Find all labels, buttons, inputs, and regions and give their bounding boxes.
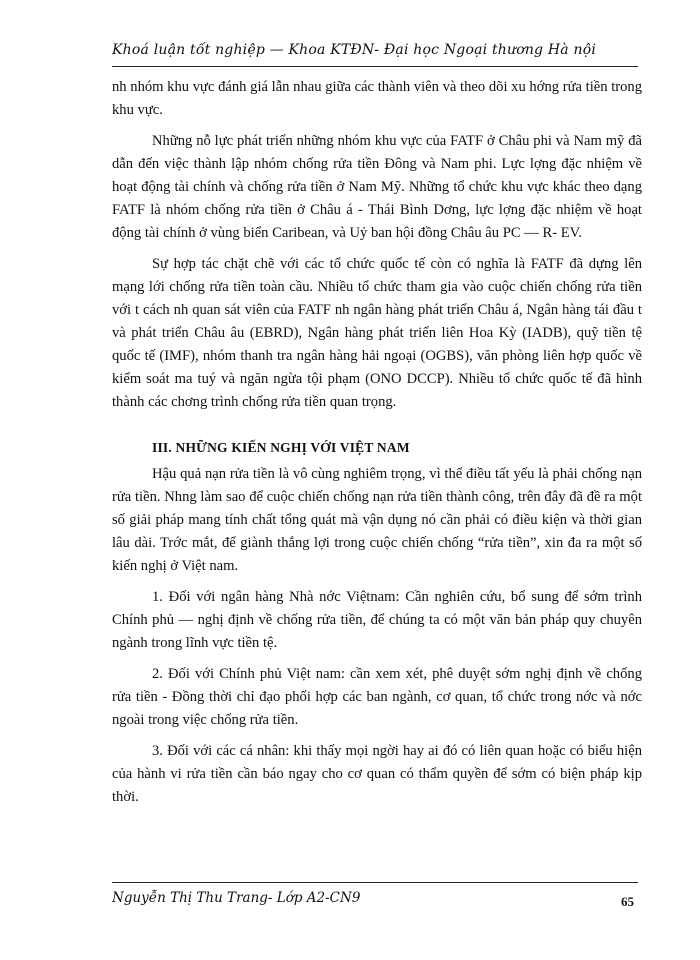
- running-header: Khoá luận tốt nghiệp — Khoa KTĐN- Đại học Ngoại thương Hà nội: [112, 42, 596, 58]
- paragraph-1: nh nhóm khu vực đánh giá lẫn nhau giữa các thành viên và theo dõi xu hớng rửa tiền trong khu vực.: [112, 79, 642, 118]
- section-heading: III. NHỮNG KIẾN NGHỊ VỚI VIỆT NAM: [152, 440, 410, 455]
- paragraph-3: Sự hợp tác chặt chẽ với các tổ chức quốc tế còn có nghĩa là FATF đã dựng lên mạng lới chống rửa tiền toàn cầu. Nhiều tổ chức tham gia vào cuộc chiến chống rửa tiền với t cách nh quan sát viên của FATF nh ngân hàng phát triển Châu á, Ngân hàng tái đầu t và phát triển Châu âu (EBRD), Ngân hàng phát triển liên Hoa Kỳ (IADB), quỹ tiền tệ quốc tế (IMF), nhóm thanh tra ngân hàng hải ngoại (OGBS), văn phòng liên hợp quốc về kiểm soát ma tuý và ngăn ngừa tội phạm (ONO DCCP). Nhiều tổ chức quốc tế đã hình thành các chơng trình chống rửa tiền quan trọng.: [112, 256, 642, 410]
- body-text: [112, 76, 642, 817]
- recommendation-2: 2. Đối với Chính phủ Việt nam: cần xem xét, phê duyệt sớm nghị định về chống rửa tiền - Đồng thời chỉ đạo phối hợp các ban ngành, cơ quan, tổ chức trong nớc và nớc ngoài trong việc chống rửa tiền.: [112, 666, 642, 728]
- footer-rule: [112, 882, 638, 883]
- page-number: 65: [621, 894, 634, 909]
- header-rule: [112, 66, 638, 67]
- paragraph-4: Hậu quả nạn rửa tiền là vô cùng nghiêm trọng, vì thế điều tất yếu là phải chống nạn rửa tiền. Nhng làm sao để cuộc chiến chống nạn rửa tiền thành công, trên đây đã đề ra một số giải pháp mang tính chất tổng quát mà vận dụng nó cần phải có điều kiện và thời gian lâu dài. Trớc mắt, để giành thắng lợi trong cuộc chiến chống “rửa tiền”, xin đa ra một số kiến nghị ở Việt nam.: [112, 466, 642, 574]
- recommendation-3: 3. Đối với các cá nhân: khi thấy mọi ngời hay ai đó có liên quan hoặc có biểu hiện của hành vi rửa tiền cần báo ngay cho cơ quan có thẩm quyền để sớm có biện pháp kịp thời.: [112, 743, 642, 805]
- footer-author: Nguyễn Thị Thu Trang- Lớp A2-CN9: [112, 890, 361, 906]
- recommendation-1: 1. Đối với ngân hàng Nhà nớc Việtnam: Cần nghiên cứu, bổ sung để sớm trình Chính phủ — nghị định về chống rửa tiền, để chúng ta có một văn bản pháp quy chuyên ngành trong lĩnh vực tiền tệ.: [112, 589, 642, 651]
- paragraph-2: Những nỗ lực phát triển những nhóm khu vực của FATF ở Châu phi và Nam mỹ đã dẫn đến việc thành lập nhóm chống rửa tiền Đông và Nam phi. Lực lợng đặc nhiệm về hoạt động tài chính và chống rửa tiền ở Nam Mỹ. Những tổ chức khu vực khác theo dạng FATF là nhóm chống rửa tiền ở Châu á - Thái Bình Dơng, lực lợng đặc nhiệm về hoạt động tài chính ở vùng biển Caribean, và Uỷ ban hội đồng Châu âu PC — R- EV.: [112, 133, 642, 241]
